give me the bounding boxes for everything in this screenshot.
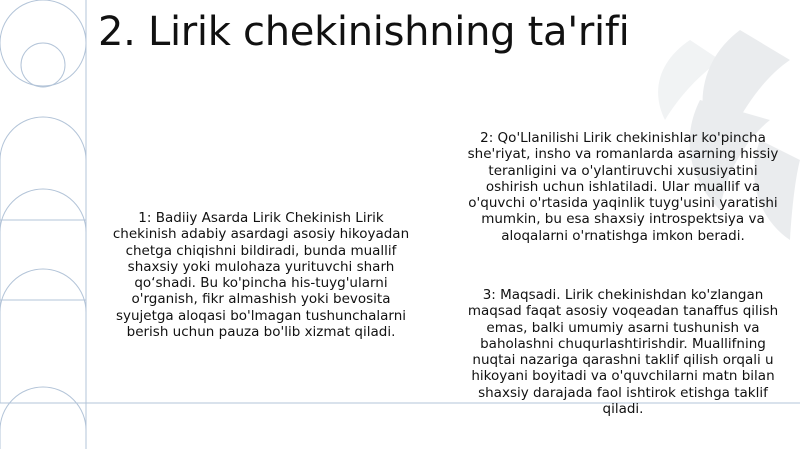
paragraph-purpose: 3: Maqsadi. Lirik chekinishdan ko'zlangan maqsad faqat asosiy voqeadan tanaffus qilish emas, balki umumiy asarni tushunish va baholashni chuqurlashtirishdir. Muallifning nuqtai nazariga qarashni taklif qilish orqali u hikoyani boyitadi va o'quvchilarni matn bilan shaxsiy darajada faol ishtirok etishga taklif qiladi. <box>467 287 779 418</box>
paragraph-usage: 2: Qo'Llanilishi Lirik chekinishlar ko'pincha she'riyat, insho va romanlarda asarning hissiy teranligini va o'ylantiruvchi xususiyatini oshirish uchun ishlatiladi. Ular muallif va o'quvchi o'rtasida yaqinlik tuyg'usini yaratishi mumkin, bu esa shaxsiy introspektsiya va aloqalarni o'rnatishga imkon beradi. <box>467 130 779 244</box>
slide-title: 2. Lirik chekinishning ta'rifi <box>98 9 630 55</box>
paragraph-definition: 1: Badiiy Asarda Lirik Chekinish Lirik chekinish adabiy asardagi asosiy hikoyadan chetga chiqishni bildiradi, bunda muallif shaxsiy yoki mulohaza yurituvchi sharh qo‘shadi. Bu ko'pincha his-tuyg'ularni o'rganish, fikr almashish yoki bevosita syujetga aloqasi bo'lmagan tushunchalarni berish uchun pauza bo'lib xizmat qiladi. <box>112 210 410 341</box>
